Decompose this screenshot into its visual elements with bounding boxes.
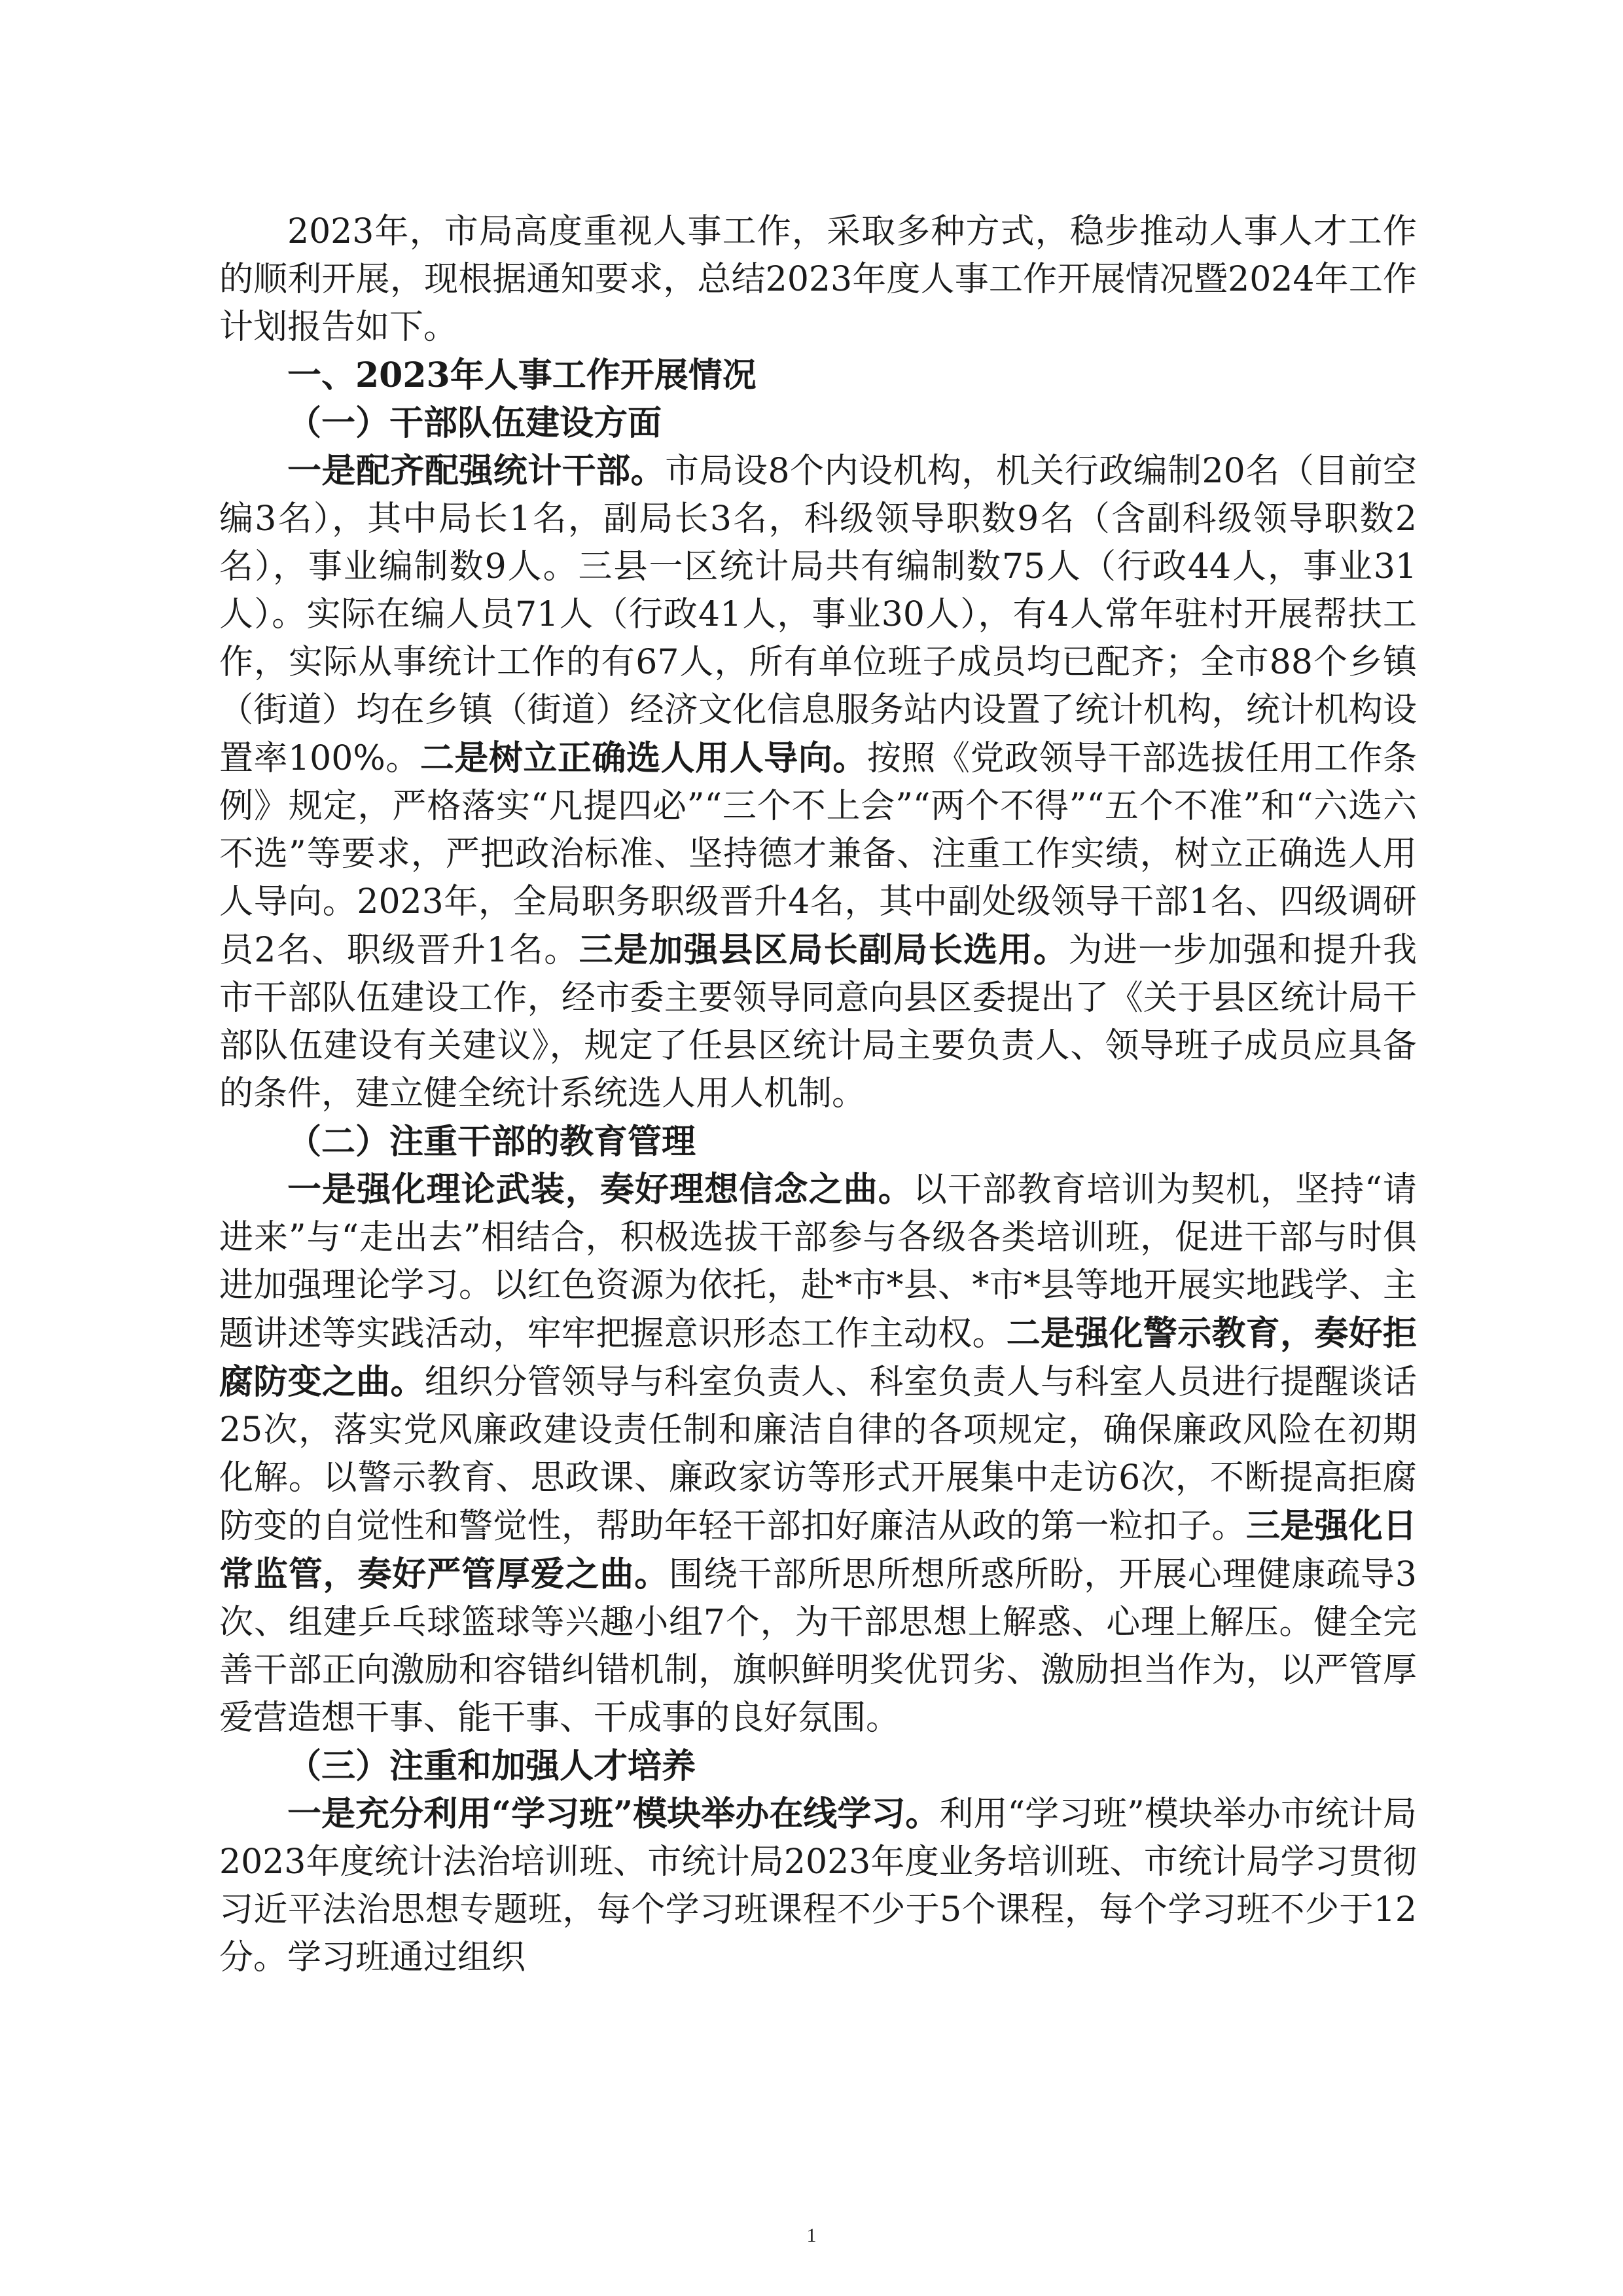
section-heading-1: 一、2023年人事工作开展情况 xyxy=(287,355,757,395)
subsection-heading-1: （一）干部队伍建设方面 xyxy=(287,403,662,443)
intro-paragraph: 2023年，市局高度重视人事工作，采取多种方式，稳步推动人事人才工作的顺利开展，现根据通知要求，总结2023年度人事工作开展情况暨2024年工作计划报告如下。 xyxy=(219,212,1417,347)
lead-phrase: 二是树立正确选人用人导向。 xyxy=(419,738,867,778)
paragraph-cadre-team xyxy=(219,447,1417,1118)
lead-phrase: 三是强化日常监管，奏好严管厚爱之曲。 xyxy=(219,1506,1417,1594)
paragraph-talent-training xyxy=(219,1790,1417,1982)
subsection-heading-2: （二）注重干部的教育管理 xyxy=(287,1122,696,1162)
lead-phrase: 三是加强县区局长副局长选用。 xyxy=(579,930,1069,970)
lead-phrase: 一是强化理论武装，奏好理想信念之曲。 xyxy=(287,1170,913,1210)
body-text: 围绕干部所思所想所惑所盼，开展心理健康疏导3次、组建乒乓球篮球等兴趣小组7个，为干部思想上解惑、心理上解压。健全完善干部正向激励和容错纠错机制，旗帜鲜明奖优罚劣、激励担当作为，以严管厚爱营造想干事、能干事、干成事的良好氛围。 xyxy=(219,1555,1417,1738)
body-text: 利用“学习班”模块举办市统计局2023年度统计法治培训班、市统计局2023年度业务培训班、市统计局学习贯彻习近平法治思想专题班，每个学习班课程不少于5个课程，每个学习班不少于12分。学习班通过组织 xyxy=(219,1795,1417,1977)
document-page xyxy=(219,208,1417,2172)
body-text: 为进一步加强和提升我市干部队伍建设工作，经市委主要领导同意向县区委提出了《关于县区统计局干部队伍建设有关建议》，规定了任县区统计局主要负责人、领导班子成员应具备的条件，建立健全统计系统选人用人机制。 xyxy=(219,931,1417,1113)
lead-phrase: 二是强化警示教育，奏好拒腐防变之曲。 xyxy=(219,1314,1417,1402)
body-text: 组织分管领导与科室负责人、科室负责人与科室人员进行提醒谈话25次，落实党风廉政建设责任制和廉洁自律的各项规定，确保廉政风险在初期化解。以警示教育、思政课、廉政家访等形式开展集中走访6次，不断提高拒腐防变的自觉性和警觉性，帮助年轻干部扣好廉洁从政的第一粒扣子。 xyxy=(219,1363,1417,1546)
paragraph-education-management xyxy=(219,1166,1417,1742)
lead-phrase: 一是配齐配强统计干部。 xyxy=(287,451,666,491)
page-number: 1 xyxy=(806,2225,817,2246)
body-text: 市局设8个内设机构，机关行政编制20名（目前空编3名），其中局长1名，副局长3名，科级领导职数9名（含副科级领导职数2名），事业编制数9人。三县一区统计局共有编制数75人（行政44人，事业31人）。实际在编人员71人（行政41人，事业30人），有4人常年驻村开展帮扶工作，实际从事统计工作的有67人，所有单位班子成员均已配齐；全市88个乡镇（街道）均在乡镇（街道）经济文化信息服务站内设置了统计机构，统计机构设置率100%。 xyxy=(219,452,1417,778)
subsection-heading-3: （三）注重和加强人才培养 xyxy=(287,1746,696,1786)
lead-phrase: 一是充分利用“学习班”模块举办在线学习。 xyxy=(287,1794,940,1834)
body-text: 按照《党政领导干部选拔任用工作条例》规定，严格落实“凡提四必”“三个不上会”“两个不得”“五个不准”和“六选六不选”等要求，严把政治标准、坚持德才兼备、注重工作实绩，树立正确选人用人导向。2023年，全局职务职级晋升4名，其中副处级领导干部1名、四级调研员2名、职级晋升1名。 xyxy=(219,739,1417,970)
body-text: 以干部教育培训为契机，坚持“请进来”与“走出去”相结合，积极选拔干部参与各级各类培训班，促进干部与时俱进加强理论学习。以红色资源为依托，赴*市*县、*市*县等地开展实地践学、主题讲述等实践活动，牢牢把握意识形态工作主动权。 xyxy=(219,1170,1417,1354)
